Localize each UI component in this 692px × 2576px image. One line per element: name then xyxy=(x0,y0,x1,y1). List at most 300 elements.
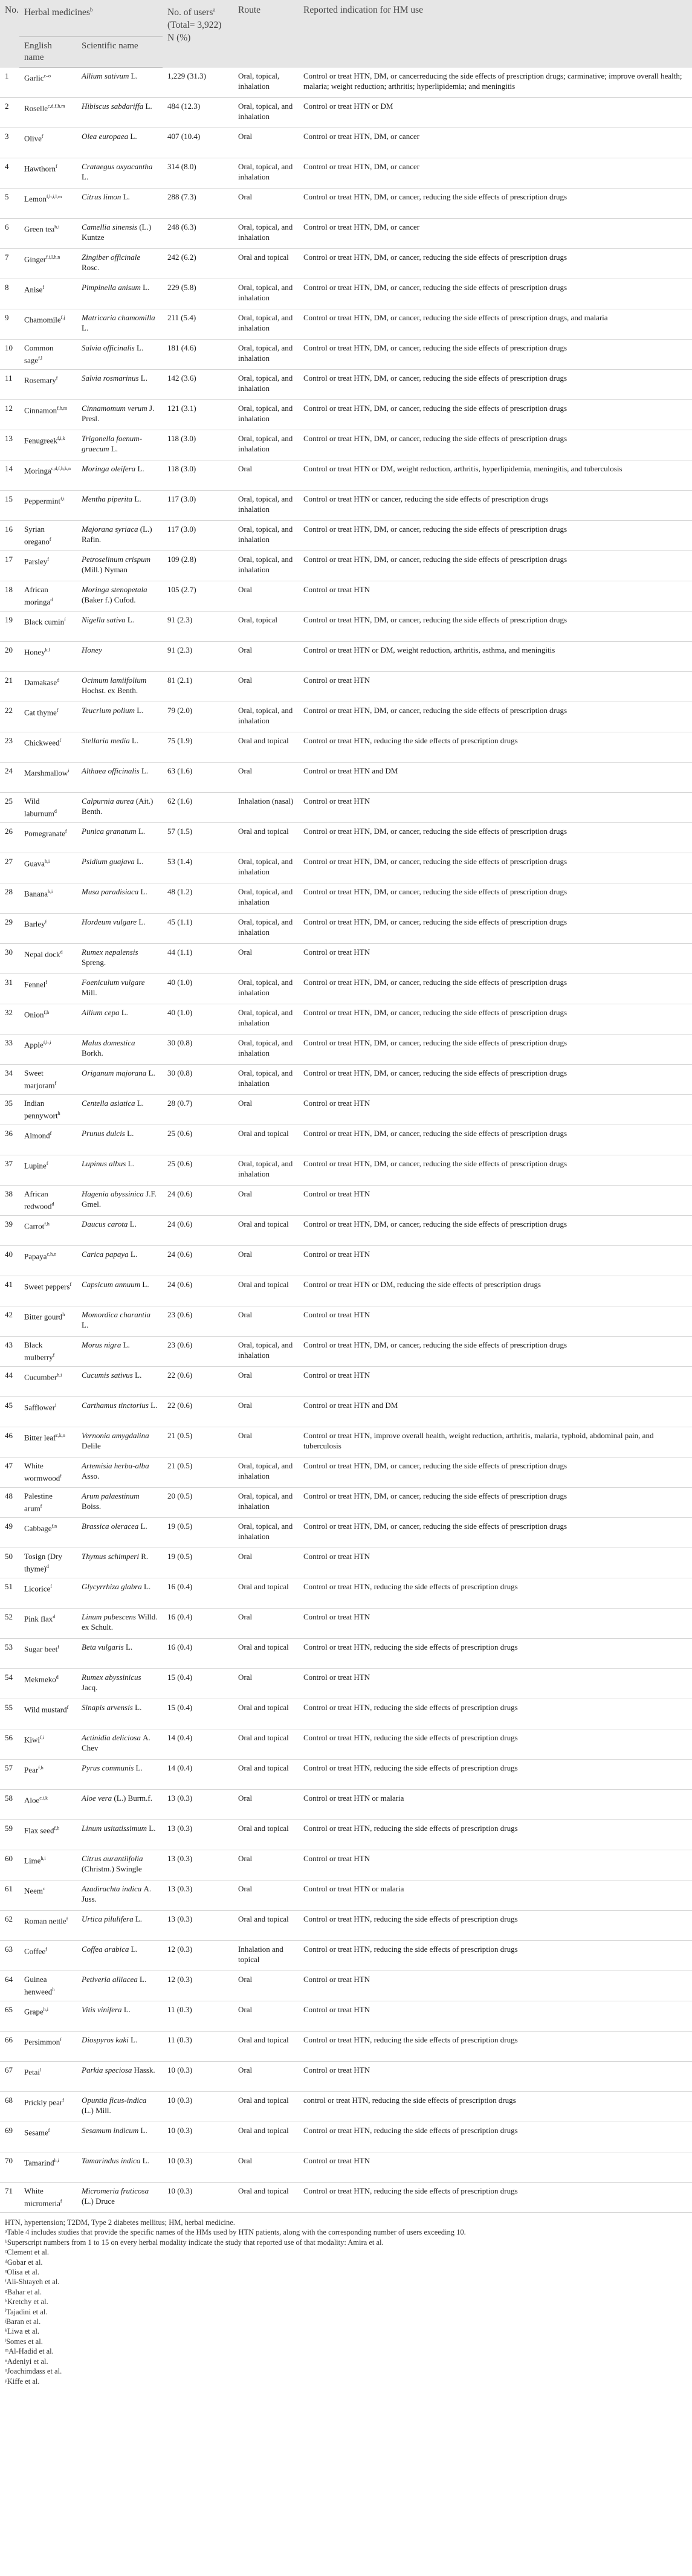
cell-route: Oral, topical, and inhalation xyxy=(233,219,299,249)
cell-indication: Control or treat HTN, reducing the side effects of prescription drugs xyxy=(299,1820,692,1850)
cell-route: Oral xyxy=(233,1186,299,1216)
cell-route: Oral, topical, and inhalation xyxy=(233,158,299,189)
table-row xyxy=(0,1790,692,1820)
cell-route: Oral xyxy=(233,1548,299,1578)
cell-users: 25 (0.6) xyxy=(163,1155,233,1186)
cell-scientific-name: Artemisia herba-alba Asso. xyxy=(77,1457,163,1488)
cell-indication: Control or treat HTN, DM, or cancer, reducing the side effects of prescription drugs xyxy=(299,883,692,914)
cell-no: 17 xyxy=(0,551,19,581)
footnote: ᵈGobar et al. xyxy=(5,2258,43,2267)
cell-scientific-name: Camellia sinensis (L.) Kuntze xyxy=(77,219,163,249)
footnote: ᵒJoachimdass et al. xyxy=(5,2367,62,2376)
cell-users: 13 (0.3) xyxy=(163,1911,233,1941)
cell-route: Inhalation (nasal) xyxy=(233,793,299,823)
cell-indication: Control or treat HTN xyxy=(299,1367,692,1397)
header-indication: Reported indication for HM use xyxy=(299,0,692,68)
cell-users: 79 (2.0) xyxy=(163,702,233,732)
cell-no: 11 xyxy=(0,370,19,400)
cell-users: 288 (7.3) xyxy=(163,189,233,219)
cell-route: Oral and topical xyxy=(233,2092,299,2122)
cell-scientific-name: Aloe vera (L.) Burm.f. xyxy=(77,1790,163,1820)
cell-no: 18 xyxy=(0,581,19,612)
cell-route: Oral and topical xyxy=(233,1578,299,1609)
cell-scientific-name: Petiveria alliacea L. xyxy=(77,1971,163,2001)
cell-no: 54 xyxy=(0,1669,19,1699)
cell-route: Oral and topical xyxy=(233,1820,299,1850)
cell-no: 5 xyxy=(0,189,19,219)
cell-route: Oral, topical, and inhalation xyxy=(233,1155,299,1186)
cell-english-name: Chamomile$^{f,j}$ xyxy=(19,309,77,340)
cell-route: Oral and topical xyxy=(233,2183,299,2213)
cell-english-name: Lime$^{h,i}$ xyxy=(19,1850,77,1880)
cell-no: 52 xyxy=(0,1609,19,1639)
cell-no: 14 xyxy=(0,460,19,491)
cell-english-name: Papaya$^{c,h,n}$ xyxy=(19,1246,77,1276)
cell-english-name: Rosemary$^f$ xyxy=(19,370,77,400)
table-row xyxy=(0,1639,692,1669)
cell-english-name: Wild laburnum$^d$ xyxy=(19,793,77,823)
cell-users: 142 (3.6) xyxy=(163,370,233,400)
cell-indication: Control or treat HTN, DM, or cancer, reducing the side effects of prescription drugs xyxy=(299,702,692,732)
cell-english-name: Anise$^f$ xyxy=(19,279,77,309)
cell-indication: Control or treat HTN, reducing the side effects of prescription drugs xyxy=(299,2032,692,2062)
footnote: ʰKretchy et al. xyxy=(5,2297,48,2306)
cell-english-name: Bitter gourd$^h$ xyxy=(19,1306,77,1337)
footnote: ᶠAli-Shtayeh et al. xyxy=(5,2277,60,2287)
table-header xyxy=(0,0,692,68)
cell-users: 229 (5.8) xyxy=(163,279,233,309)
cell-indication: Control or treat HTN, reducing the side effects of prescription drugs xyxy=(299,1760,692,1790)
table-row xyxy=(0,1699,692,1729)
cell-route: Oral xyxy=(233,763,299,793)
cell-english-name: Kiwi$^{f,i}$ xyxy=(19,1729,77,1760)
cell-indication: Control or treat HTN or DM xyxy=(299,98,692,128)
header-english-name: English name xyxy=(19,37,77,68)
cell-indication: Control or treat HTN, DM, or cancer, reducing the side effects of prescription drugs xyxy=(299,279,692,309)
cell-route: Oral, topical, and inhalation xyxy=(233,1488,299,1518)
cell-users: 30 (0.8) xyxy=(163,1035,233,1065)
cell-users: 91 (2.3) xyxy=(163,612,233,642)
cell-route: Oral xyxy=(233,581,299,612)
cell-no: 32 xyxy=(0,1004,19,1035)
table-row xyxy=(0,732,692,763)
cell-indication: Control or treat HTN xyxy=(299,1850,692,1880)
cell-english-name: Wild mustard$^f$ xyxy=(19,1699,77,1729)
table-row xyxy=(0,430,692,460)
footnote: ᵖKiffe et al. xyxy=(5,2377,40,2386)
cell-route: Oral xyxy=(233,1306,299,1337)
cell-english-name: Ginger$^{f,i,l,h,n}$ xyxy=(19,249,77,279)
cell-scientific-name: Glycyrrhiza glabra L. xyxy=(77,1578,163,1609)
cell-route: Oral xyxy=(233,1880,299,1911)
cell-route: Oral, topical, and inhalation xyxy=(233,974,299,1004)
cell-indication: Control or treat HTN xyxy=(299,581,692,612)
header-herbal-medicines: Herbal medicines$^b$ xyxy=(19,0,163,37)
cell-users: 57 (1.5) xyxy=(163,823,233,853)
cell-users: 62 (1.6) xyxy=(163,793,233,823)
cell-scientific-name: Zingiber officinale Rosc. xyxy=(77,249,163,279)
cell-scientific-name: Cucumis sativus L. xyxy=(77,1367,163,1397)
cell-indication: Control or treat HTN xyxy=(299,1306,692,1337)
cell-no: 58 xyxy=(0,1790,19,1820)
cell-no: 27 xyxy=(0,853,19,883)
cell-users: 121 (3.1) xyxy=(163,400,233,430)
cell-scientific-name: Azadirachta indica A. Juss. xyxy=(77,1880,163,1911)
cell-route: Oral, topical, and inhalation xyxy=(233,551,299,581)
cell-route: Oral xyxy=(233,2152,299,2183)
cell-english-name: Tosign (Dry thyme)$^d$ xyxy=(19,1548,77,1578)
cell-no: 66 xyxy=(0,2032,19,2062)
table-row xyxy=(0,309,692,340)
cell-no: 30 xyxy=(0,944,19,974)
header-no: No. xyxy=(0,0,19,68)
cell-no: 1 xyxy=(0,68,19,98)
cell-no: 24 xyxy=(0,763,19,793)
cell-route: Oral and topical xyxy=(233,1125,299,1155)
cell-users: 19 (0.5) xyxy=(163,1548,233,1578)
cell-scientific-name: Citrus aurantiifolia (Christm.) Swingle xyxy=(77,1850,163,1880)
cell-no: 40 xyxy=(0,1246,19,1276)
table-footnotes xyxy=(0,2213,692,2386)
cell-scientific-name: Actinidia deliciosa A. Chev xyxy=(77,1729,163,1760)
table-row xyxy=(0,1850,692,1880)
cell-no: 35 xyxy=(0,1095,19,1125)
table-row xyxy=(0,1004,692,1035)
table-row xyxy=(0,1186,692,1216)
cell-english-name: Lemon$^{f,h,i,l,m}$ xyxy=(19,189,77,219)
cell-users: 44 (1.1) xyxy=(163,944,233,974)
cell-indication: Control or treat HTN, DM, or cancer, reducing the side effects of prescription drugs xyxy=(299,249,692,279)
cell-users: 24 (0.6) xyxy=(163,1186,233,1216)
cell-users: 242 (6.2) xyxy=(163,249,233,279)
table-row xyxy=(0,1457,692,1488)
cell-scientific-name: Momordica charantia L. xyxy=(77,1306,163,1337)
table-row xyxy=(0,793,692,823)
cell-english-name: Flax seed$^{f,h}$ xyxy=(19,1820,77,1850)
table-row xyxy=(0,672,692,702)
cell-no: 61 xyxy=(0,1880,19,1911)
cell-no: 19 xyxy=(0,612,19,642)
cell-scientific-name: Sinapis arvensis L. xyxy=(77,1699,163,1729)
cell-scientific-name: Carthamus tinctorius L. xyxy=(77,1397,163,1427)
cell-route: Oral xyxy=(233,1790,299,1820)
cell-english-name: Garlic$^{c-o}$ xyxy=(19,68,77,98)
cell-scientific-name: Parkia speciosa Hassk. xyxy=(77,2062,163,2092)
table-row xyxy=(0,551,692,581)
cell-scientific-name: Lupinus albus L. xyxy=(77,1155,163,1186)
header-users: No. of users$^a$ (Total= 3,922) N (%) xyxy=(163,0,233,68)
cell-users: 20 (0.5) xyxy=(163,1488,233,1518)
table-row xyxy=(0,1337,692,1367)
cell-users: 16 (0.4) xyxy=(163,1578,233,1609)
cell-scientific-name: Vitis vinifera L. xyxy=(77,2001,163,2032)
footnote: ˡSomes et al. xyxy=(5,2337,43,2346)
table-row xyxy=(0,1880,692,1911)
cell-scientific-name: Foeniculum vulgare Mill. xyxy=(77,974,163,1004)
cell-no: 43 xyxy=(0,1337,19,1367)
cell-scientific-name: Linum pubescens Willd. ex Schult. xyxy=(77,1609,163,1639)
cell-indication: Control or treat HTN, DM, or cancer, reducing the side effects of prescription drugs xyxy=(299,551,692,581)
cell-route: Oral, topical, and inhalation xyxy=(233,430,299,460)
cell-no: 34 xyxy=(0,1065,19,1095)
cell-route: Oral, topical, and inhalation xyxy=(233,1457,299,1488)
cell-users: 45 (1.1) xyxy=(163,914,233,944)
cell-indication: Control or treat HTN, reducing the side effects of prescription drugs xyxy=(299,1639,692,1669)
table-row xyxy=(0,460,692,491)
cell-scientific-name: Brassica oleracea L. xyxy=(77,1518,163,1548)
cell-route: Oral and topical xyxy=(233,1699,299,1729)
cell-route: Oral and topical xyxy=(233,249,299,279)
cell-route: Oral, topical, and inhalation xyxy=(233,1065,299,1095)
cell-indication: Control or treat HTN xyxy=(299,1186,692,1216)
cell-indication: Control or treat HTN, reducing the side effects of prescription drugs xyxy=(299,1699,692,1729)
cell-indication: Control or treat HTN, DM, or cancerreducing the side effects of prescription drugs; carminative; improve overall health; malaria; weight reduction; arthritis; hyperlipidemia; and meningitis xyxy=(299,68,692,98)
cell-scientific-name: Psidium guajava L. xyxy=(77,853,163,883)
table-row xyxy=(0,702,692,732)
cell-indication: Control or treat HTN, DM, or cancer, reducing the side effects of prescription drugs xyxy=(299,914,692,944)
cell-indication: Control or treat HTN xyxy=(299,2001,692,2032)
table-row xyxy=(0,340,692,370)
cell-scientific-name: Hagenia abyssinica J.F. Gmel. xyxy=(77,1186,163,1216)
cell-no: 12 xyxy=(0,400,19,430)
cell-indication: Control or treat HTN, DM, or cancer, reducing the side effects of prescription drugs, and malaria xyxy=(299,309,692,340)
cell-users: 14 (0.4) xyxy=(163,1729,233,1760)
cell-indication: Control or treat HTN, DM, or cancer, reducing the side effects of prescription drugs xyxy=(299,1457,692,1488)
table-row xyxy=(0,1065,692,1095)
cell-users: 117 (3.0) xyxy=(163,491,233,521)
cell-indication: Control or treat HTN, DM, or cancer, reducing the side effects of prescription drugs xyxy=(299,612,692,642)
table-row xyxy=(0,1609,692,1639)
cell-scientific-name: Olea europaea L. xyxy=(77,128,163,158)
table-row xyxy=(0,1125,692,1155)
cell-no: 21 xyxy=(0,672,19,702)
table-row xyxy=(0,1669,692,1699)
cell-users: 40 (1.0) xyxy=(163,1004,233,1035)
table-row xyxy=(0,279,692,309)
cell-scientific-name: Centella asiatica L. xyxy=(77,1095,163,1125)
cell-route: Oral, topical, and inhalation xyxy=(233,309,299,340)
cell-scientific-name: Cinnamomum verum J. Presl. xyxy=(77,400,163,430)
cell-route: Oral xyxy=(233,1609,299,1639)
cell-scientific-name: Diospyros kaki L. xyxy=(77,2032,163,2062)
cell-no: 7 xyxy=(0,249,19,279)
cell-english-name: Cabbage$^{f,n}$ xyxy=(19,1518,77,1548)
cell-english-name: Carrot$^{f,h}$ xyxy=(19,1216,77,1246)
cell-users: 11 (0.3) xyxy=(163,2001,233,2032)
cell-users: 16 (0.4) xyxy=(163,1609,233,1639)
cell-english-name: Palestine arum$^f$ xyxy=(19,1488,77,1518)
cell-route: Oral, topical, and inhalation xyxy=(233,1518,299,1548)
cell-indication: Control or treat HTN, DM, or cancer, reducing the side effects of prescription drugs xyxy=(299,823,692,853)
cell-english-name: Peppermint$^{f,i}$ xyxy=(19,491,77,521)
cell-scientific-name: Hibiscus sabdariffa L. xyxy=(77,98,163,128)
cell-english-name: Marshmallow$^i$ xyxy=(19,763,77,793)
table-row xyxy=(0,883,692,914)
cell-route: Oral, topical, and inhalation xyxy=(233,521,299,551)
cell-english-name: Syrian oregano$^f$ xyxy=(19,521,77,551)
cell-route: Oral xyxy=(233,944,299,974)
cell-indication: Control or treat HTN, reducing the side effects of prescription drugs xyxy=(299,1578,692,1609)
cell-scientific-name: Tamarindus indica L. xyxy=(77,2152,163,2183)
footnote: ᵏLiwa et al. xyxy=(5,2327,40,2336)
footnote: ᵉOlisa et al. xyxy=(5,2268,40,2277)
table-row xyxy=(0,581,692,612)
cell-route: Oral and topical xyxy=(233,1760,299,1790)
cell-route: Oral xyxy=(233,672,299,702)
cell-no: 4 xyxy=(0,158,19,189)
cell-scientific-name: Moringa stenopetala (Baker f.) Cufod. xyxy=(77,581,163,612)
cell-users: 63 (1.6) xyxy=(163,763,233,793)
cell-scientific-name: Opuntia ficus-indica (L.) Mill. xyxy=(77,2092,163,2122)
cell-no: 71 xyxy=(0,2183,19,2213)
cell-no: 59 xyxy=(0,1820,19,1850)
cell-english-name: Black mulberry$^f$ xyxy=(19,1337,77,1367)
table-row xyxy=(0,189,692,219)
cell-indication: Control or treat HTN, reducing the side effects of prescription drugs xyxy=(299,1729,692,1760)
cell-no: 60 xyxy=(0,1850,19,1880)
cell-english-name: Olive$^f$ xyxy=(19,128,77,158)
table-row xyxy=(0,1729,692,1760)
cell-english-name: Sweet marjoram$^f$ xyxy=(19,1065,77,1095)
cell-indication: Control or treat HTN xyxy=(299,793,692,823)
cell-no: 49 xyxy=(0,1518,19,1548)
cell-route: Oral, topical, and inhalation xyxy=(233,702,299,732)
cell-indication: Control or treat HTN, DM, or cancer, reducing the side effects of prescription drugs xyxy=(299,521,692,551)
cell-route: Oral, topical, and inhalation xyxy=(233,340,299,370)
cell-users: 22 (0.6) xyxy=(163,1367,233,1397)
table-row xyxy=(0,1306,692,1337)
cell-scientific-name: Mentha piperita L. xyxy=(77,491,163,521)
footnote: ʲBaran et al. xyxy=(5,2317,41,2326)
cell-english-name: Roman nettle$^f$ xyxy=(19,1911,77,1941)
table-row xyxy=(0,1488,692,1518)
cell-no: 29 xyxy=(0,914,19,944)
cell-users: 81 (2.1) xyxy=(163,672,233,702)
cell-indication: Control or treat HTN, DM, or cancer, reducing the side effects of prescription drugs xyxy=(299,1155,692,1186)
cell-no: 28 xyxy=(0,883,19,914)
footnote: ᵃTable 4 includes studies that provide the specific names of the HMs used by HTN patients, along with the corresponding number of users exceeding 10. xyxy=(5,2228,466,2237)
cell-no: 9 xyxy=(0,309,19,340)
cell-no: 65 xyxy=(0,2001,19,2032)
cell-scientific-name: Honey xyxy=(77,642,163,672)
cell-indication: Control or treat HTN or DM, weight reduction, arthritis, hyperlipidemia, meningitis, and tuberculosis xyxy=(299,460,692,491)
cell-indication: Control or treat HTN, reducing the side effects of prescription drugs xyxy=(299,2183,692,2213)
cell-no: 33 xyxy=(0,1035,19,1065)
cell-english-name: Sugar beet$^f$ xyxy=(19,1639,77,1669)
cell-users: 117 (3.0) xyxy=(163,521,233,551)
cell-no: 10 xyxy=(0,340,19,370)
cell-no: 46 xyxy=(0,1427,19,1457)
cell-english-name: Fennel$^f$ xyxy=(19,974,77,1004)
cell-users: 15 (0.4) xyxy=(163,1669,233,1699)
cell-scientific-name: Urtica pilulifera L. xyxy=(77,1911,163,1941)
cell-users: 10 (0.3) xyxy=(163,2183,233,2213)
table-row xyxy=(0,249,692,279)
cell-indication: Control or treat HTN or malaria xyxy=(299,1790,692,1820)
cell-english-name: Licorice$^f$ xyxy=(19,1578,77,1609)
cell-users: 21 (0.5) xyxy=(163,1457,233,1488)
cell-users: 48 (1.2) xyxy=(163,883,233,914)
table-row xyxy=(0,1971,692,2001)
cell-english-name: Bitter leaf$^{c,k,n}$ xyxy=(19,1427,77,1457)
cell-indication: Control or treat HTN, DM, or cancer xyxy=(299,219,692,249)
cell-users: 118 (3.0) xyxy=(163,460,233,491)
table-row xyxy=(0,1911,692,1941)
cell-indication: Control or treat HTN, DM, or cancer, reducing the side effects of prescription drugs xyxy=(299,1065,692,1095)
cell-users: 14 (0.4) xyxy=(163,1760,233,1790)
cell-scientific-name: Calpurnia aurea (Ait.) Benth. xyxy=(77,793,163,823)
cell-indication: Control or treat HTN, DM, or cancer, reducing the side effects of prescription drugs xyxy=(299,1518,692,1548)
cell-indication: Control or treat HTN, DM, or cancer, reducing the side effects of prescription drugs xyxy=(299,853,692,883)
cell-scientific-name: Arum palaestinum Boiss. xyxy=(77,1488,163,1518)
cell-users: 91 (2.3) xyxy=(163,642,233,672)
cell-english-name: White micromeria$^f$ xyxy=(19,2183,77,2213)
cell-no: 22 xyxy=(0,702,19,732)
table-row xyxy=(0,521,692,551)
cell-indication: Control or treat HTN, DM, or cancer, reducing the side effects of prescription drugs xyxy=(299,974,692,1004)
cell-scientific-name: Hordeum vulgare L. xyxy=(77,914,163,944)
cell-users: 314 (8.0) xyxy=(163,158,233,189)
cell-english-name: Parsley$^f$ xyxy=(19,551,77,581)
cell-indication: Control or treat HTN xyxy=(299,944,692,974)
table-row xyxy=(0,944,692,974)
cell-english-name: Nepal dock$^d$ xyxy=(19,944,77,974)
cell-english-name: Lupine$^f$ xyxy=(19,1155,77,1186)
cell-users: 15 (0.4) xyxy=(163,1699,233,1729)
cell-english-name: Guava$^{h,i}$ xyxy=(19,853,77,883)
cell-route: Oral xyxy=(233,1850,299,1880)
cell-no: 64 xyxy=(0,1971,19,2001)
cell-users: 75 (1.9) xyxy=(163,732,233,763)
table-row xyxy=(0,2062,692,2092)
cell-english-name: Safflower$^i$ xyxy=(19,1397,77,1427)
cell-route: Oral and topical xyxy=(233,2122,299,2152)
cell-users: 23 (0.6) xyxy=(163,1337,233,1367)
cell-no: 41 xyxy=(0,1276,19,1306)
cell-english-name: African redwood$^d$ xyxy=(19,1186,77,1216)
cell-route: Oral, topical, and inhalation xyxy=(233,1337,299,1367)
cell-route: Oral and topical xyxy=(233,1639,299,1669)
cell-no: 67 xyxy=(0,2062,19,2092)
table-row xyxy=(0,1276,692,1306)
cell-indication: Control or treat HTN xyxy=(299,1548,692,1578)
cell-indication: Control or treat HTN, DM, or cancer, reducing the side effects of prescription drugs xyxy=(299,1488,692,1518)
cell-no: 50 xyxy=(0,1548,19,1578)
cell-english-name: Fenugreek$^{f,i,k}$ xyxy=(19,430,77,460)
cell-scientific-name: Sesamum indicum L. xyxy=(77,2122,163,2152)
cell-indication: Control or treat HTN, DM, or cancer, reducing the side effects of prescription drugs xyxy=(299,1337,692,1367)
cell-scientific-name: Rumex nepalensis Spreng. xyxy=(77,944,163,974)
cell-english-name: Pink flax$^d$ xyxy=(19,1609,77,1639)
cell-scientific-name: Ocimum lamiifolium Hochst. ex Benth. xyxy=(77,672,163,702)
table-row xyxy=(0,400,692,430)
cell-users: 19 (0.5) xyxy=(163,1518,233,1548)
cell-users: 13 (0.3) xyxy=(163,1850,233,1880)
cell-indication: Control or treat HTN, DM, or cancer, reducing the side effects of prescription drugs xyxy=(299,1004,692,1035)
cell-users: 16 (0.4) xyxy=(163,1639,233,1669)
table-row xyxy=(0,974,692,1004)
cell-scientific-name: Vernonia amygdalina Delile xyxy=(77,1427,163,1457)
cell-no: 45 xyxy=(0,1397,19,1427)
cell-no: 8 xyxy=(0,279,19,309)
cell-route: Oral, topical, inhalation xyxy=(233,68,299,98)
cell-users: 21 (0.5) xyxy=(163,1427,233,1457)
cell-english-name: Mekmeko$^d$ xyxy=(19,1669,77,1699)
cell-english-name: Guinea henweed$^h$ xyxy=(19,1971,77,2001)
cell-users: 248 (6.3) xyxy=(163,219,233,249)
cell-scientific-name: Petroselinum crispum (Mill.) Nyman xyxy=(77,551,163,581)
cell-scientific-name: Morus nigra L. xyxy=(77,1337,163,1367)
